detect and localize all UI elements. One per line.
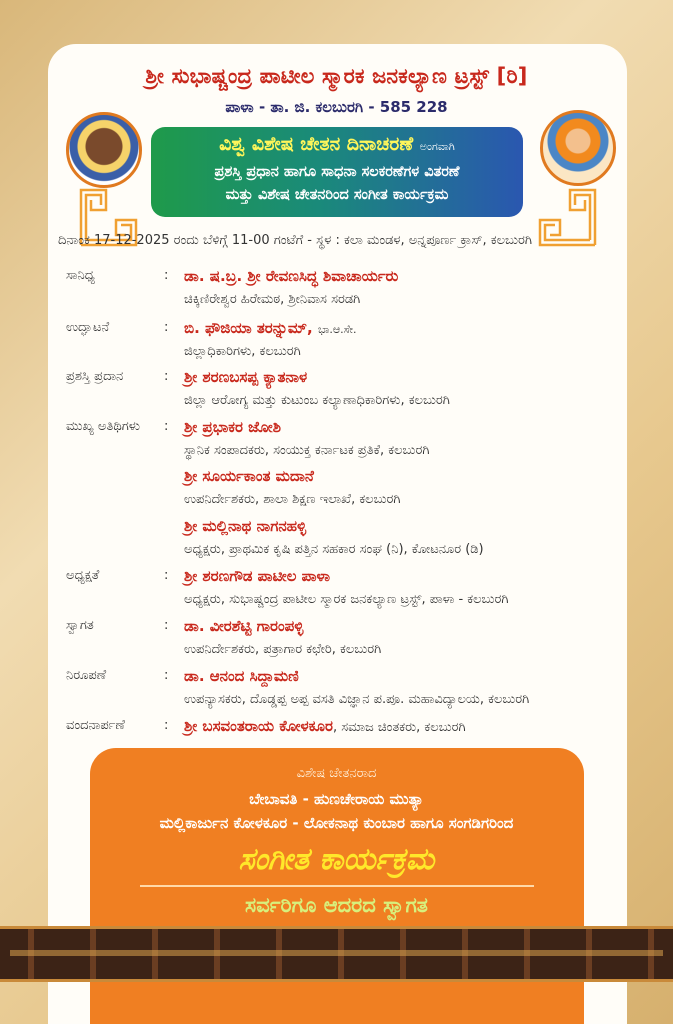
program-row	[66, 418, 626, 458]
program-row	[66, 267, 626, 307]
row-colon: :	[164, 668, 169, 683]
row-label: ಅಧ್ಯಕ್ಷತೆ	[66, 568, 100, 583]
row-label: ನಿರೂಪಣೆ	[66, 668, 107, 683]
program-row	[66, 718, 626, 740]
name-suffix: ಭಾ.ಆ.ಸೇ.	[317, 323, 357, 336]
person-designation: ಅಧ್ಯಕ್ಷರು, ಸುಭಾಷ್ಚಂದ್ರ ಪಾಟೀಲ ಸ್ಮಾರಕ ಜನಕಲ್ಯಾಣ ಟ್ರಸ್ಟ್, ಪಾಳಾ - ಕಲಬುರಗಿ	[184, 592, 509, 607]
program-row	[66, 567, 626, 607]
footer-line-3: ಮಲ್ಲಿಕಾರ್ಜುನ ಕೋಳಕೂರ - ಲೋಕನಾಥ ಕುಂಬಾರ ಹಾಗೂ ಸಂಗಡಿಗರಿಂದ	[159, 814, 514, 832]
banner-line-2: ಪ್ರಶಸ್ತಿ ಪ್ರಧಾನ ಹಾಗೂ ಸಾಧನಾ ಸಲಕರಣೆಗಳ ವಿತರಣೆ	[214, 164, 460, 180]
row-label: ಪ್ರಶಸ್ತಿ ಪ್ರದಾನ	[66, 369, 124, 384]
person-designation: ಚಿಕ್ಕಿಣಿರೇಶ್ವರ ಹಿರೇಮಠ, ಶ್ರೀನಿವಾಸ ಸರಡಗಿ	[184, 292, 361, 307]
person-designation: ಜಿಲ್ಲಾಧಿಕಾರಿಗಳು, ಕಲಬುರಗಿ	[184, 344, 301, 359]
trust-address: ಪಾಳಾ - ತಾ. ಜಿ. ಕಲಬುರಗಿ - 585 228	[225, 98, 448, 116]
name-tail: , ಸಮಾಜ ಚಿಂತಕರು, ಕಲಬುರಗಿ	[332, 720, 466, 735]
program-row	[66, 368, 626, 408]
footer-line-1: ವಿಶೇಷ ಚೇತನರಾದ	[296, 766, 377, 781]
program-row	[66, 467, 626, 507]
welcome-line: ಸರ್ವರಿಗೂ ಆದರದ ಸ್ವಾಗತ	[245, 893, 428, 917]
person-designation: ಜಿಲ್ಲಾ ಆರೋಗ್ಯ ಮತ್ತು ಕುಟುಂಬ ಕಲ್ಯಾಣಾಧಿಕಾರಿಗಳು, ಕಲಬುರಗಿ	[184, 393, 450, 408]
row-colon: :	[164, 618, 169, 633]
banner-heading: ವಿಶ್ವ ವಿಶೇಷ ಚೇತನ ದಿನಾಚರಣೆ ಅಂಗವಾಗಿ	[219, 133, 455, 155]
footer-line-2: ಬೇಬಾವತಿ - ಹುಣಚೇರಾಯ ಮುತ್ಯಾ	[249, 790, 424, 808]
banner-heading-suffix: ಅಂಗವಾಗಿ	[419, 140, 455, 153]
person-name: ಶ್ರೀ ಶರಣಬಸಪ್ಪ ಕ್ಯಾತನಾಳ	[184, 368, 308, 386]
person-name: ಶ್ರೀ ಸೂರ್ಯಕಾಂತ ಮದಾನೆ	[184, 467, 314, 485]
person-name: ಶ್ರೀ ಶರಣಗೌಡ ಪಾಟೀಲ ಪಾಳಾ	[184, 567, 331, 585]
row-label: ಮುಖ್ಯ ಅತಿಥಿಗಳು	[66, 419, 140, 434]
person-designation: ಉಪನಿರ್ದೇಶಕರು, ಶಾಲಾ ಶಿಕ್ಷಣ ಇಲಾಖೆ, ಕಲಬುರಗಿ	[184, 492, 401, 507]
person-name: ಡಾ. ಷ.ಬ್ರ. ಶ್ರೀ ರೇವಣಸಿದ್ಧ ಶಿವಾಚಾರ್ಯರು	[184, 267, 399, 285]
program-row	[66, 319, 626, 359]
program-row	[66, 667, 626, 707]
person-name: ಶ್ರೀ ಬಸವಂತರಾಯ ಕೋಳಕೂರ, ಸಮಾಜ ಚಿಂತಕರು, ಕಲಬುರಗಿ	[184, 717, 466, 735]
person-name: ಡಾ. ವೀರಶೆಟ್ಟಿ ಗಾರಂಪಳ್ಳಿ	[184, 617, 304, 635]
music-program-heading: ಸಂಗೀತ ಕಾರ್ಯಕ್ರಮ	[238, 842, 435, 877]
program-row	[66, 517, 626, 557]
row-label: ಸಾನಿಧ್ಯ	[66, 268, 95, 283]
row-colon: :	[164, 369, 169, 384]
person-name: ಶ್ರೀ ಪ್ರಭಾಕರ ಜೋಶಿ	[184, 418, 281, 436]
row-colon: :	[164, 268, 169, 283]
row-colon: :	[164, 718, 169, 733]
footer-divider	[140, 885, 534, 887]
row-label: ವಂದನಾರ್ಪಣೆ	[66, 718, 125, 733]
row-label: ಉದ್ಘಾಟನೆ	[66, 320, 110, 335]
person-designation: ಅಧ್ಯಕ್ಷರು, ಪ್ರಾಥಮಿಕ ಕೃಷಿ ಪತ್ತಿನ ಸಹಕಾರ ಸಂಘ (ನಿ), ಕೋಟನೂರ (ಡಿ)	[184, 542, 484, 557]
date-venue-line: ದಿನಾಂಕ 17-12-2025 ರಂದು ಬೆಳಿಗ್ಗೆ 11-00 ಗಂಟೆಗೆ - ಸ್ಥಳ : ಕಲಾ ಮಂಡಳ, ಅನ್ನಪೂರ್ಣ ಕ್ರಾಸ್, ಕಲಬುರಗಿ	[58, 233, 532, 248]
decorative-border	[0, 926, 673, 982]
banner-line-3: ಮತ್ತು ವಿಶೇಷ ಚೇತನರಿಂದ ಸಂಗೀತ ಕಾರ್ಯಕ್ರಮ	[225, 187, 449, 203]
person-designation: ಸ್ಥಾನಿಕ ಸಂಪಾದಕರು, ಸಂಯುಕ್ತ ಕರ್ನಾಟಕ ಪ್ರತಿಕೆ, ಕಲಬುರಗಿ	[184, 443, 430, 458]
row-colon: :	[164, 320, 169, 335]
person-designation: ಉಪನ್ಯಾಸಕರು, ದೊಡ್ಡಪ್ಪ ಅಪ್ಪ ವಸತಿ ವಿಜ್ಞಾನ ಪ.ಪೂ. ಮಹಾವಿದ್ಯಾಲಯ, ಕಲಬುರಗಿ	[184, 692, 530, 707]
program-row	[66, 617, 626, 657]
person-name: ಬಿ. ಫೌಜಿಯಾ ತರನ್ನುಮ್, ಭಾ.ಆ.ಸೇ.	[184, 319, 357, 337]
row-colon: :	[164, 568, 169, 583]
trust-title: ಶ್ರೀ ಸುಭಾಷ್ಚಂದ್ರ ಪಾಟೀಲ ಸ್ಮಾರಕ ಜನಕಲ್ಯಾಣ ಟ್ರಸ್ಟ್ [ರಿ]	[145, 64, 528, 88]
person-name: ಡಾ. ಆನಂದ ಸಿದ್ದಾಮಣಿ	[184, 667, 299, 685]
row-label: ಸ್ವಾಗತ	[66, 618, 94, 633]
person-name: ಶ್ರೀ ಮಲ್ಲಿನಾಥ ನಾಗನಹಳ್ಳಿ	[184, 517, 307, 535]
row-colon: :	[164, 419, 169, 434]
person-designation: ಉಪನಿರ್ದೇಶಕರು, ಪತ್ರಾಗಾರ ಕಛೇರಿ, ಕಲಬುರಗಿ	[184, 642, 382, 657]
event-banner	[151, 127, 523, 217]
